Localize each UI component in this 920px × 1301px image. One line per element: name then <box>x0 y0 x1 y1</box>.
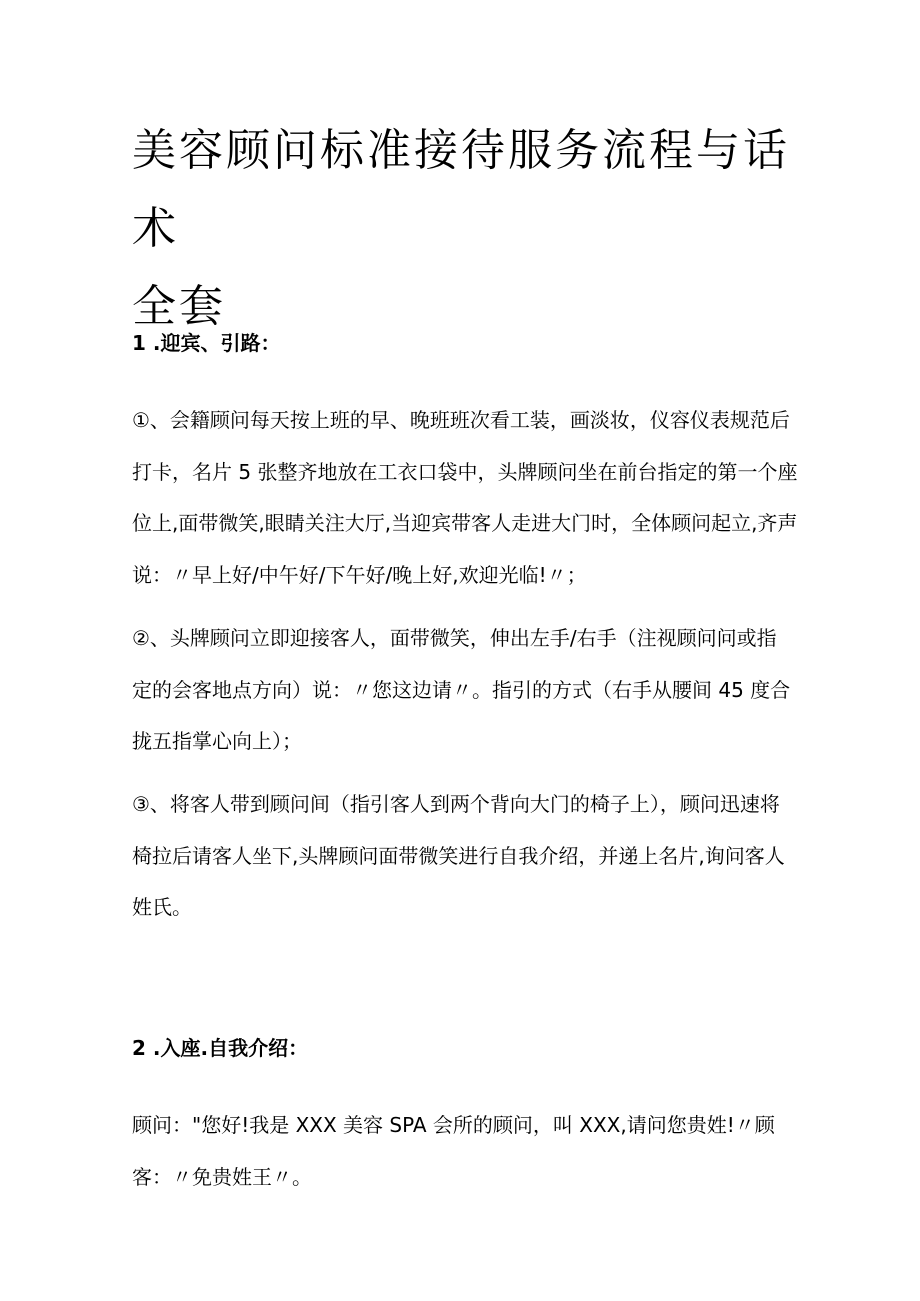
paragraph-line: 客：〃免贵姓王〃。 <box>132 1164 312 1189</box>
paragraph-line: 位上,面带微笑,眼睛关注大厅,当迎宾带客人走进大门时，全体顾问起立,齐声 <box>132 511 798 535</box>
paragraph-line: ②、头牌顾问立即迎接客人，面带微笑，伸出左手/右手（注视顾问问或指 <box>132 626 777 650</box>
paragraph-line: 定的会客地点方向）说：〃您这边请〃。指引的方式（右手从腰间 45 度合 <box>132 677 791 702</box>
section-heading: 1 .迎宾、引路： <box>132 331 281 355</box>
title-line: 全套 <box>132 281 226 332</box>
paragraph-line: 拢五指掌心向上）； <box>132 729 302 753</box>
paragraph-line: ①、会籍顾问每天按上班的早、晚班班次看工装，画淡妆，仪容仪表规范后 <box>132 408 790 432</box>
paragraph-line: 打卡，名片 5 张整齐地放在工衣口袋中，头牌顾问坐在前台指定的第一个座 <box>132 459 798 484</box>
paragraph <box>132 395 798 601</box>
paragraph-line: 说：〃早上好/中午好/下午好/晚上好,欢迎光临!〃； <box>132 562 587 587</box>
paragraph-line: 姓氏。 <box>132 895 192 919</box>
section-heading: 2 .入座.自我介绍： <box>132 1036 309 1060</box>
document-title <box>132 112 812 346</box>
paragraph-line: 椅拉后请客人坐下,头牌顾问面带微笑进行自我介绍，并递上名片,询问客人 <box>132 843 785 868</box>
paragraph <box>132 1100 794 1203</box>
paragraph-line: 顾问："您好!我是 XXX 美容 SPA 会所的顾问，叫 XXX,请问您贵姓!〃顾 <box>132 1113 775 1137</box>
paragraph-line: ③、将客人带到顾问间（指引客人到两个背向大门的椅子上），顾问迅速将 <box>132 792 780 816</box>
paragraph <box>132 779 794 934</box>
title-line: 美容顾问标准接待服务流程与话术 <box>132 125 790 254</box>
paragraph <box>132 613 794 768</box>
